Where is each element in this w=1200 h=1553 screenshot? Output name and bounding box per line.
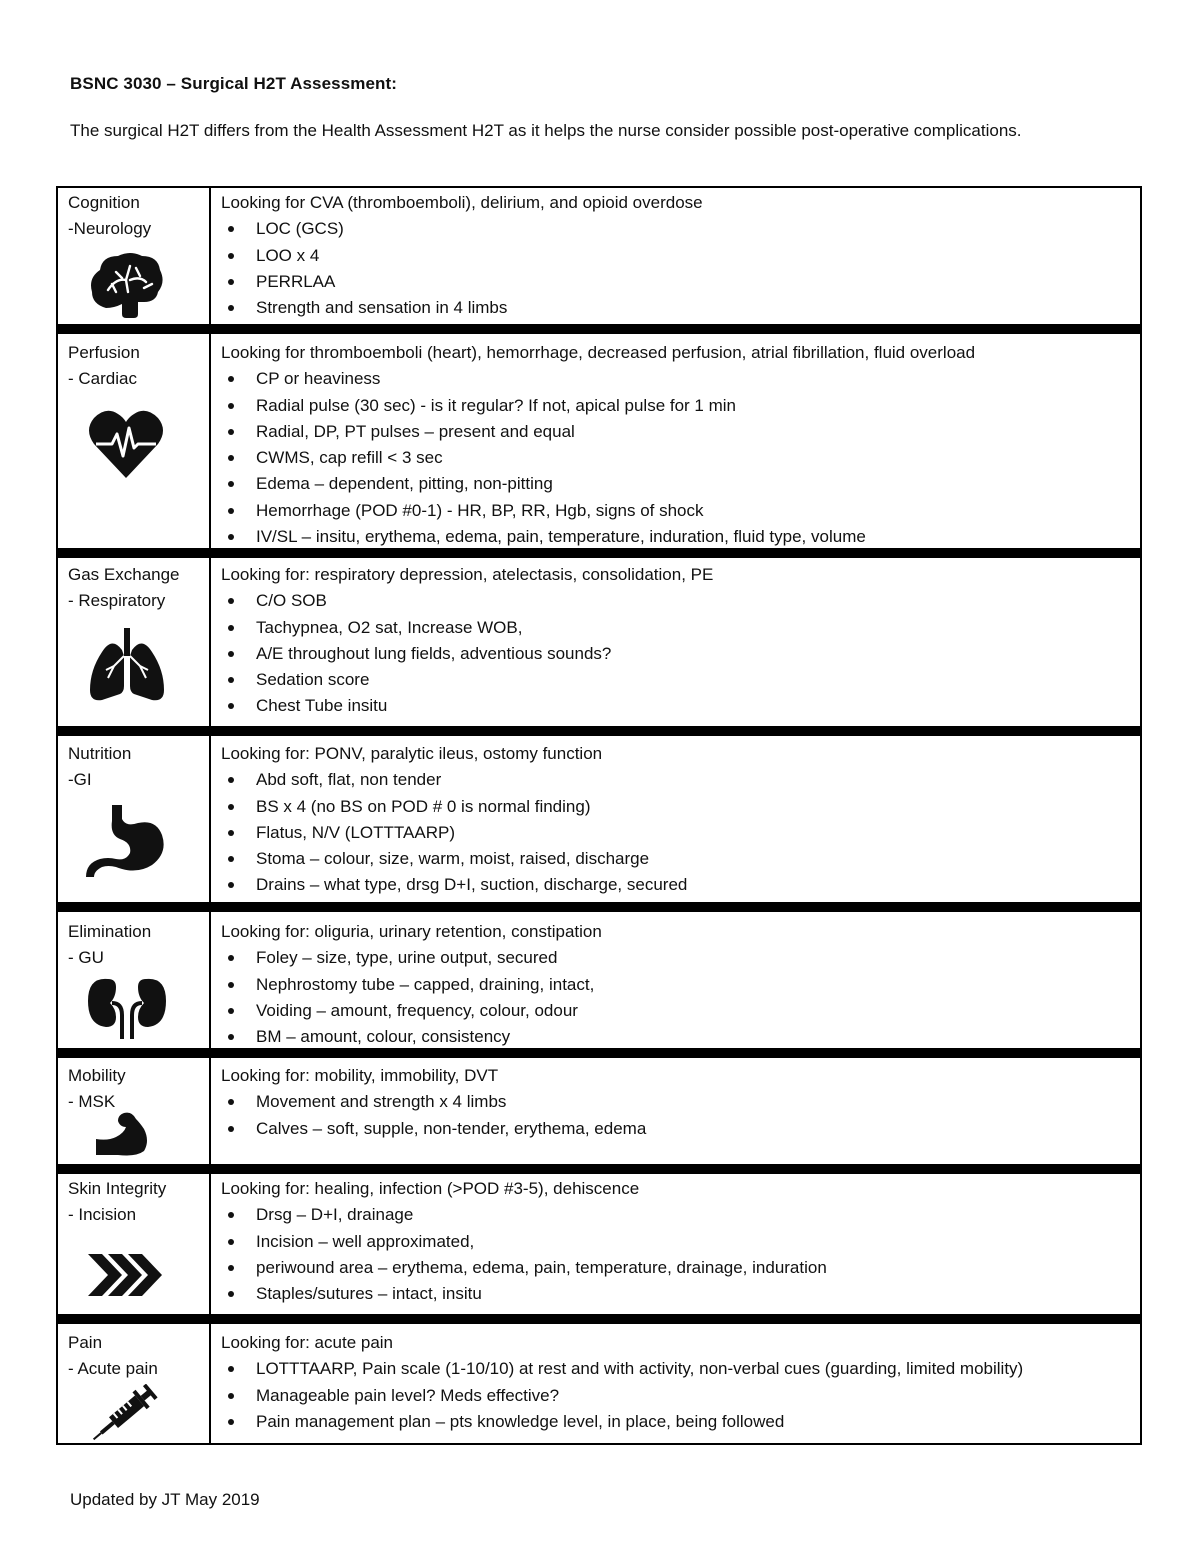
category-label: Skin Integrity: [68, 1179, 167, 1198]
system-label: - Respiratory: [68, 591, 166, 610]
findings-list: [221, 945, 1132, 1050]
list-item: Nephrostomy tube – capped, draining, intact,: [221, 972, 1132, 998]
system-label: - Acute pain: [68, 1359, 158, 1378]
row-separator: [58, 324, 1140, 334]
list-item: Staples/sutures – intact, insitu: [221, 1281, 1132, 1307]
flexed-arm-icon: [94, 1111, 154, 1157]
list-item: IV/SL – insitu, erythema, edema, pain, temperature, induration, fluid type, volume: [221, 524, 1132, 550]
row-separator: [58, 1314, 1140, 1324]
assessment-table: [56, 186, 1142, 1445]
column-divider: [209, 188, 211, 324]
list-item: Chest Tube insitu: [221, 693, 1132, 719]
list-item: periwound area – erythema, edema, pain, temperature, drainage, induration: [221, 1255, 1132, 1281]
list-item: PERRLAA: [221, 269, 1132, 295]
list-item: Calves – soft, supple, non-tender, erythema, edema: [221, 1116, 1132, 1142]
table-row: [58, 558, 1140, 726]
list-item: LOTTTAARP, Pain scale (1-10/10) at rest and with activity, non-verbal cues (guarding, limited mobility): [221, 1356, 1132, 1382]
brain-icon: [86, 248, 168, 320]
table-row: [58, 736, 1140, 902]
column-divider: [209, 334, 211, 548]
column-divider: [209, 1058, 211, 1164]
category-cell: [68, 1330, 206, 1442]
kidneys-icon: [86, 975, 168, 1039]
stomach-icon: [86, 803, 168, 879]
focus-line: Looking for: acute pain: [221, 1333, 394, 1352]
list-item: A/E throughout lung fields, adventious sounds?: [221, 641, 1132, 667]
focus-line: Looking for: mobility, immobility, DVT: [221, 1066, 499, 1085]
column-divider: [209, 1174, 211, 1314]
page-title: BSNC 3030 – Surgical H2T Assessment:: [70, 74, 398, 93]
findings-cell: [221, 1176, 1132, 1307]
findings-list: [221, 1089, 1132, 1142]
focus-line: Looking for: oliguria, urinary retention, constipation: [221, 922, 602, 941]
list-item: Abd soft, flat, non tender: [221, 767, 1132, 793]
category-cell: [68, 1176, 206, 1300]
findings-cell: [221, 340, 1132, 550]
list-item: C/O SOB: [221, 588, 1132, 614]
category-cell: [68, 919, 206, 1039]
list-item: LOC (GCS): [221, 216, 1132, 242]
category-label: Nutrition: [68, 744, 132, 763]
table-row: [58, 1174, 1140, 1314]
category-label: Mobility: [68, 1066, 126, 1085]
list-item: Voiding – amount, frequency, colour, odour: [221, 998, 1132, 1024]
list-item: CWMS, cap refill < 3 sec: [221, 445, 1132, 471]
chevrons-icon: [86, 1250, 166, 1300]
table-row: [58, 188, 1140, 324]
footer-note: Updated by JT May 2019: [70, 1490, 260, 1509]
findings-list: [221, 767, 1132, 898]
row-separator: [58, 548, 1140, 558]
lungs-icon: [86, 626, 168, 706]
list-item: Radial pulse (30 sec) - is it regular? If not, apical pulse for 1 min: [221, 393, 1132, 419]
focus-line: Looking for: PONV, paralytic ileus, ostomy function: [221, 744, 603, 763]
focus-line: Looking for: respiratory depression, atelectasis, consolidation, PE: [221, 565, 714, 584]
findings-cell: [221, 562, 1132, 720]
list-item: BM – amount, colour, consistency: [221, 1024, 1132, 1050]
focus-line: Looking for CVA (thromboemboli), delirium, and opioid overdose: [221, 193, 703, 212]
list-item: Drsg – D+I, drainage: [221, 1202, 1132, 1228]
findings-cell: [221, 919, 1132, 1050]
category-label: Pain: [68, 1333, 103, 1352]
system-label: - MSK: [68, 1092, 116, 1111]
heart-pulse-icon: [86, 404, 166, 484]
list-item: Stoma – colour, size, warm, moist, raised, discharge: [221, 846, 1132, 872]
findings-cell: [221, 1063, 1132, 1142]
category-label: Elimination: [68, 922, 152, 941]
category-cell: [68, 1063, 206, 1157]
table-row: [58, 334, 1140, 548]
category-cell: [68, 190, 206, 320]
syringe-icon: [90, 1384, 160, 1442]
findings-list: [221, 366, 1132, 550]
column-divider: [209, 558, 211, 726]
list-item: Manageable pain level? Meds effective?: [221, 1383, 1132, 1409]
system-label: - Cardiac: [68, 369, 137, 388]
category-cell: [68, 340, 206, 484]
findings-cell: [221, 741, 1132, 899]
category-label: Cognition: [68, 193, 140, 212]
findings-list: [221, 216, 1132, 321]
column-divider: [209, 912, 211, 1048]
system-label: - GU: [68, 948, 104, 967]
system-label: - Incision: [68, 1205, 137, 1224]
category-label: Perfusion: [68, 343, 140, 362]
findings-cell: [221, 1330, 1132, 1435]
row-separator: [58, 726, 1140, 736]
row-separator: [58, 902, 1140, 912]
row-separator: [58, 1048, 1140, 1058]
list-item: Radial, DP, PT pulses – present and equal: [221, 419, 1132, 445]
list-item: Flatus, N/V (LOTTTAARP): [221, 820, 1132, 846]
table-row: [58, 1058, 1140, 1164]
table-row: [58, 1324, 1140, 1443]
table-row: [58, 912, 1140, 1048]
list-item: Drains – what type, drsg D+I, suction, discharge, secured: [221, 872, 1132, 898]
focus-line: Looking for thromboemboli (heart), hemorrhage, decreased perfusion, atrial fibrillation, fluid overload: [221, 343, 976, 362]
list-item: CP or heaviness: [221, 366, 1132, 392]
list-item: Incision – well approximated,: [221, 1229, 1132, 1255]
category-label: Gas Exchange: [68, 565, 180, 584]
column-divider: [209, 1324, 211, 1443]
list-item: Edema – dependent, pitting, non-pitting: [221, 471, 1132, 497]
category-cell: [68, 741, 206, 879]
findings-list: [221, 588, 1132, 719]
list-item: Strength and sensation in 4 limbs: [221, 295, 1132, 321]
list-item: Hemorrhage (POD #0-1) - HR, BP, RR, Hgb, signs of shock: [221, 498, 1132, 524]
list-item: Foley – size, type, urine output, secured: [221, 945, 1132, 971]
list-item: Pain management plan – pts knowledge level, in place, being followed: [221, 1409, 1132, 1435]
findings-list: [221, 1202, 1132, 1307]
findings-cell: [221, 190, 1132, 321]
list-item: Sedation score: [221, 667, 1132, 693]
column-divider: [209, 736, 211, 902]
focus-line: Looking for: healing, infection (>POD #3-5), dehiscence: [221, 1179, 640, 1198]
list-item: BS x 4 (no BS on POD # 0 is normal finding): [221, 794, 1132, 820]
list-item: Tachypnea, O2 sat, Increase WOB,: [221, 615, 1132, 641]
findings-list: [221, 1356, 1132, 1435]
system-label: -GI: [68, 770, 92, 789]
row-separator: [58, 1164, 1140, 1174]
system-label: -Neurology: [68, 219, 152, 238]
intro-paragraph: The surgical H2T differs from the Health Assessment H2T as it helps the nurse consider possible post-operative complications.: [70, 121, 1022, 140]
list-item: Movement and strength x 4 limbs: [221, 1089, 1132, 1115]
list-item: LOO x 4: [221, 243, 1132, 269]
category-cell: [68, 562, 206, 706]
